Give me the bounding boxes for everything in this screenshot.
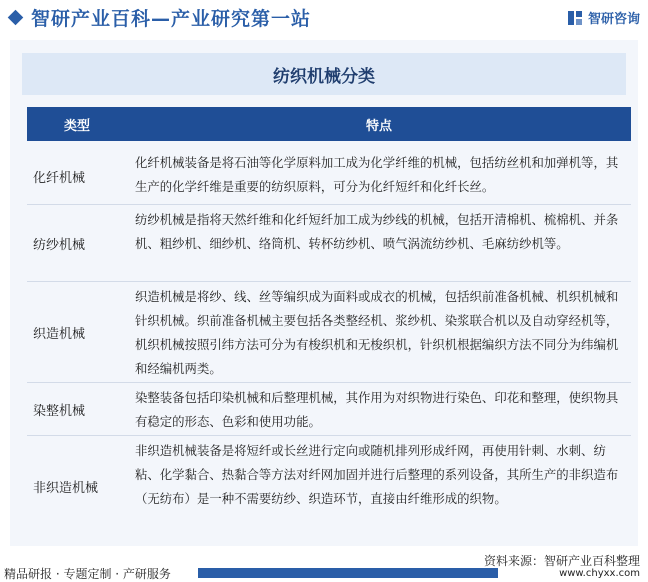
diamond-icon (8, 9, 24, 25)
table-header (27, 107, 631, 141)
table-row (27, 436, 631, 536)
website-link[interactable]: www.chyxx.com (559, 568, 640, 579)
table-row (27, 282, 631, 383)
footer-bar (198, 568, 498, 578)
row-category: 化纤机械 (33, 170, 86, 186)
row-description: 非织造机械装备是将短纤或长丝进行定向或随机排列形成纤网，再使用针刺、水刺、纺粘、化学黏合、热黏合等方法对纤网加固并进行后整理的系列设备，其所生产的非织造布（无纺布）是一种不需要纺纱、织造环节，直接由纤维形成的织物。 (135, 443, 619, 506)
page-footer (0, 547, 648, 582)
row-category: 织造机械 (33, 326, 86, 342)
row-description: 织造机械是将纱、线、丝等编织成为面料或成衣的机械，包括织前准备机械、机织机械和针织机械。织前准备机械主要包括各类整经机、浆纱机、染浆联合机以及自动穿经机等，机织机械按照引纬方法可分为有梭织机和无梭织机，针织机根据编织方法不同分为纬编机和经编机两类。 (135, 289, 619, 376)
footer-slogan: 精品研报 · 专题定制 · 产研服务 (4, 567, 171, 581)
table-row (27, 205, 631, 282)
column-header-type: 类型 (63, 118, 90, 134)
column-header-feature: 特点 (365, 118, 392, 134)
row-category: 纺纱机械 (33, 237, 86, 253)
row-description: 染整装备包括印染机械和后整理机械，其作用为对织物进行染色、印花和整理，使织物具有稳定的形态、色彩和使用功能。 (135, 390, 619, 429)
site-title: 智研产业百科—产业研究第一站 (31, 7, 312, 30)
row-category: 染整机械 (33, 403, 86, 419)
row-category: 非织造机械 (33, 480, 99, 496)
page-header (0, 0, 648, 34)
brand-logo[interactable] (567, 8, 640, 27)
table-title: 纺织机械分类 (22, 53, 626, 95)
source-note: 资料来源：智研产业百科整理 (483, 554, 640, 568)
row-description: 化纤机械装备是将石油等化学原料加工成为化学纤维的机械，包括纺丝机和加弹机等，其生产的化学纤维是重要的纺织原料，可分为化纤短纤和化纤长丝。 (135, 155, 619, 194)
logo-text: 智研咨询 (587, 12, 640, 27)
table-row (27, 383, 631, 436)
row-description: 纺纱机械是指将天然纤维和化纤短纤加工成为纱线的机械，包括开清棉机、梳棉机、并条机、粗纱机、细纱机、络筒机、转杯纺纱机、喷气涡流纺纱机、毛麻纺纱机等。 (135, 212, 619, 251)
zhiyan-logo-icon (567, 10, 583, 26)
table-row (27, 148, 631, 205)
